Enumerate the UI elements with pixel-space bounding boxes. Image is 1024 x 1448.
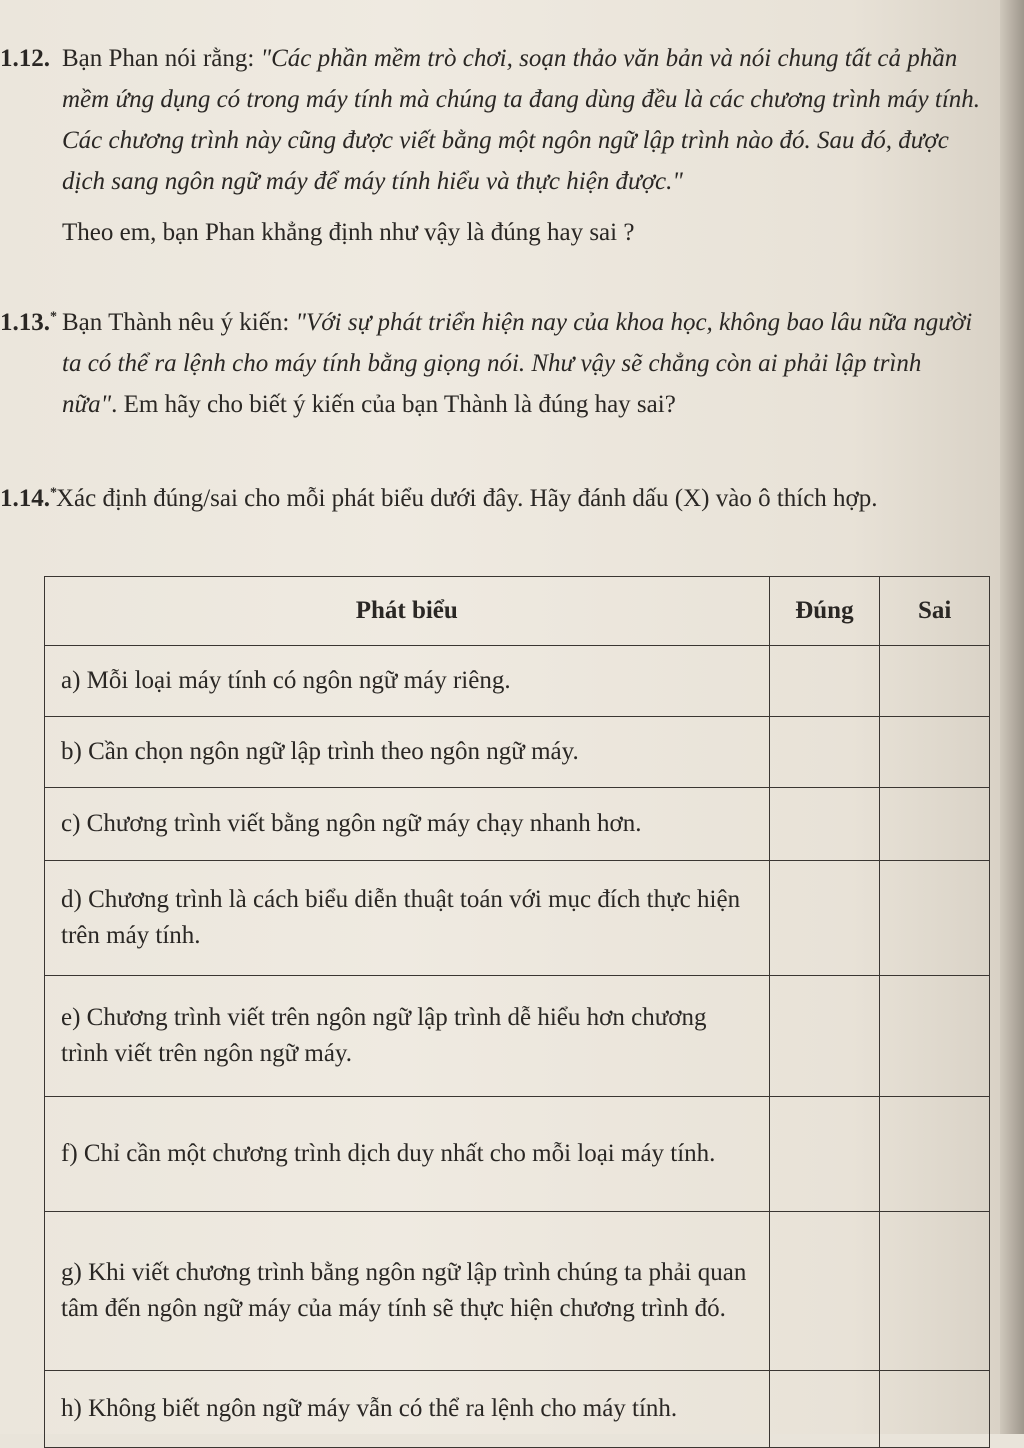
table-row <box>45 976 990 1097</box>
true-false-table <box>44 576 990 1448</box>
statement-cell: g) Khi viết chương trình bằng ngôn ngữ lập trình chúng ta phải quan tâm đến ngôn ngữ máy của máy tính sẽ thực hiện chương trình đó. <box>45 1212 770 1371</box>
true-checkbox-cell[interactable] <box>769 1371 880 1448</box>
exercise-quote: "Các phần mềm trò chơi, soạn thảo văn bản và nói chung tất cả phần mềm ứng dụng có trong máy tính mà chúng ta đang dùng đều là các chương trình máy tính. Các chương trình này cũng được viết bằng một ngôn ngữ lập trình nào đó. Sau đó, được dịch sang ngôn ngữ máy để máy tính hiểu và thực hiện được." <box>62 45 981 195</box>
true-checkbox-cell[interactable] <box>769 1212 880 1371</box>
exercise-lead: Bạn Thành nêu ý kiến: <box>62 309 296 336</box>
table-row <box>45 1212 990 1371</box>
exercise-number-text: 1.14. <box>0 485 50 512</box>
table-row <box>45 1097 990 1212</box>
true-checkbox-cell[interactable] <box>769 1097 880 1212</box>
statement-cell: a) Mỗi loại máy tính có ngôn ngữ máy riêng. <box>45 646 770 717</box>
statement-cell: f) Chỉ cần một chương trình dịch duy nhất cho mỗi loại máy tính. <box>45 1097 770 1212</box>
header-statement: Phát biểu <box>45 577 770 646</box>
exercise-text <box>62 38 982 253</box>
exercise-1-13 <box>0 302 982 425</box>
false-checkbox-cell[interactable] <box>880 1212 990 1371</box>
false-checkbox-cell[interactable] <box>880 646 990 717</box>
exercise-quote: "Với sự phát triển hiện nay của khoa học, không bao lâu nữa người ta có thể ra lệnh cho máy tính bằng giọng nói. Như vậy sẽ chẳng còn ai phải lập trình nữa" <box>62 309 973 418</box>
exercise-tail: . Em hãy cho biết ý kiến của bạn Thành là đúng hay sai? <box>111 391 676 418</box>
false-checkbox-cell[interactable] <box>880 1097 990 1212</box>
false-checkbox-cell[interactable] <box>880 861 990 976</box>
exercise-text <box>62 302 982 425</box>
table-row <box>45 861 990 976</box>
exercise-question: Theo em, bạn Phan khẳng định như vậy là đúng hay sai ? <box>62 219 635 246</box>
statement-cell: b) Cần chọn ngôn ngữ lập trình theo ngôn ngữ máy. <box>45 717 770 788</box>
statement-cell: c) Chương trình viết bằng ngôn ngữ máy chạy nhanh hơn. <box>45 788 770 861</box>
table-row <box>45 1371 990 1448</box>
false-checkbox-cell[interactable] <box>880 788 990 861</box>
exercise-number-text: 1.13. <box>0 309 50 336</box>
statement-cell: h) Không biết ngôn ngữ máy vẫn có thể ra lệnh cho máy tính. <box>45 1371 770 1448</box>
table-header-row <box>45 577 990 646</box>
exercise-text: Xác định đúng/sai cho mỗi phát biểu dưới đây. Hãy đánh dấu (X) vào ô thích hợp. <box>56 485 878 512</box>
true-checkbox-cell[interactable] <box>769 646 880 717</box>
statement-cell: e) Chương trình viết trên ngôn ngữ lập trình dễ hiểu hơn chương trình viết trên ngôn ngữ máy. <box>45 976 770 1097</box>
true-checkbox-cell[interactable] <box>769 861 880 976</box>
table-row <box>45 646 990 717</box>
exercise-number <box>0 302 57 343</box>
exercise-number <box>0 478 57 519</box>
exercise-lead: Bạn Phan nói rằng: <box>62 45 261 72</box>
star-mark: * <box>50 485 57 501</box>
header-true: Đúng <box>769 577 880 646</box>
exercise-1-12 <box>0 38 982 253</box>
false-checkbox-cell[interactable] <box>880 976 990 1097</box>
statement-cell: d) Chương trình là cách biểu diễn thuật toán với mục đích thực hiện trên máy tính. <box>45 861 770 976</box>
star-mark: * <box>50 309 57 325</box>
true-checkbox-cell[interactable] <box>769 717 880 788</box>
true-checkbox-cell[interactable] <box>769 788 880 861</box>
page-edge <box>1000 0 1024 1434</box>
exercise-1-14 <box>0 478 986 519</box>
header-false: Sai <box>880 577 990 646</box>
false-checkbox-cell[interactable] <box>880 717 990 788</box>
table-row <box>45 717 990 788</box>
true-checkbox-cell[interactable] <box>769 976 880 1097</box>
table-row <box>45 788 990 861</box>
exercise-number: 1.12. <box>0 45 50 72</box>
false-checkbox-cell[interactable] <box>880 1371 990 1448</box>
